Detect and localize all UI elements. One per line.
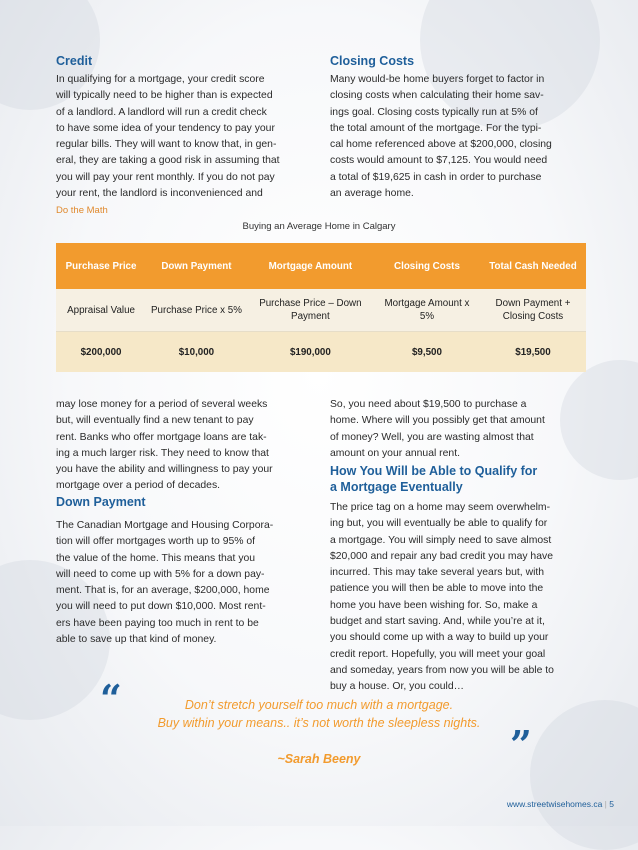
table-row: [56, 332, 586, 373]
value-cell: $19,500: [480, 332, 586, 373]
header-mortgage-amount: Mortgage Amount: [247, 243, 374, 289]
header-closing-costs: Closing Costs: [374, 243, 480, 289]
text-line: incurred. This may take several years but, with: [330, 567, 545, 579]
text-line: closing costs when calculating their home sav-: [330, 90, 544, 102]
credit-paragraph: [56, 72, 306, 202]
open-quote-mark: “: [100, 676, 122, 721]
text-line: buy a house. Or, you could…: [330, 681, 465, 693]
text-line: home you have been wishing for. So, make a: [330, 599, 538, 611]
text-line: costs would amount to $7,125. You would need: [330, 155, 548, 167]
text-line: The Canadian Mortgage and Housing Corpora-: [56, 520, 274, 531]
text-line: amount on your annual rent.: [330, 447, 460, 459]
page-footer: [507, 799, 614, 809]
table-title: Buying an Average Home in Calgary: [242, 221, 396, 232]
header-down-payment: Down Payment: [146, 243, 247, 289]
text-line: you will pay your rent monthly. If you do not pay: [56, 171, 275, 183]
do-the-math-label: Do the Math: [56, 205, 108, 216]
cost-table: [56, 243, 586, 372]
footer-url[interactable]: www.streetwisehomes.ca: [506, 799, 603, 809]
value-cell: $190,000: [247, 332, 374, 373]
text-line: you will need to put down $10,000. Most rent-: [56, 601, 266, 613]
text-line: home. Where will you possibly get that amount: [330, 415, 545, 427]
text-line: rent. Banks who offer mortgage loans are tak-: [56, 431, 267, 443]
table-header-row: [56, 243, 586, 289]
closing-costs-paragraph: [330, 72, 582, 202]
text-line: a mortgage. You will simply need to save almost: [330, 534, 552, 546]
formula-cell: Appraisal Value: [56, 289, 146, 332]
text-line: tion will offer mortgages worth up to 95% of: [56, 536, 256, 548]
text-line: may lose money for a period of several weeks: [56, 399, 268, 410]
text-line: ers have been paying too much in rent to be: [56, 617, 259, 629]
text-line: budget and start saving. And, while you’re at it,: [330, 616, 545, 628]
text-line: able to save up that kind of money.: [56, 634, 217, 646]
text-line: $20,000 and repair any bad credit you may have: [330, 550, 553, 562]
text-line: you have the ability and willingness to pay your: [56, 464, 273, 476]
formula-cell: Purchase Price – Down Payment: [247, 289, 374, 332]
text-line: mortgage over a period of decades.: [56, 480, 221, 492]
page-number: 5: [609, 799, 614, 809]
formula-cell: Mortgage Amount x 5%: [374, 289, 480, 332]
text-line: ment. That is, for an average, $200,000, home: [56, 585, 270, 597]
value-cell: $10,000: [146, 332, 247, 373]
header-total-cash-needed: Total Cash Needed: [480, 243, 586, 289]
quote-line-2: Buy within your means.. it’s not worth the sleepless nights.: [157, 716, 481, 730]
close-quote-mark: ”: [510, 722, 532, 767]
formula-cell: Down Payment + Closing Costs: [480, 289, 586, 332]
down-payment-paragraph: [56, 518, 306, 648]
footer-separator: |: [604, 799, 607, 809]
text-line: eral, they are taking a good risk in assuming that: [56, 155, 280, 167]
heading-line: a Mortgage Eventually: [330, 480, 463, 494]
text-line: and someday, years from now you will be able to: [330, 664, 554, 676]
text-line: an average home.: [330, 188, 414, 200]
summary-paragraph: [330, 397, 582, 462]
quote-line-1: Don’t stretch yourself too much with a mortgage.: [184, 698, 454, 712]
text-line: you should come up with a way to build up your: [330, 632, 549, 644]
text-line: In qualifying for a mortgage, your credit score: [56, 74, 265, 85]
value-cell: $9,500: [374, 332, 480, 373]
text-line: your rent, the landlord is inconvenienced and: [56, 188, 263, 200]
text-line: regular bills. They will want to know that, in gen-: [56, 139, 277, 151]
qualify-paragraph: [330, 500, 582, 696]
quote-author: ~Sarah Beeny: [277, 752, 361, 766]
text-line: ing a much larger risk. They need to know that: [56, 447, 269, 459]
closing-costs-heading: Closing Costs: [330, 54, 415, 68]
formula-cell: Purchase Price x 5%: [146, 289, 247, 332]
text-line: credit report. Hopefully, you will meet your goal: [330, 648, 546, 660]
text-line: the value of the home. This means that you: [56, 552, 256, 564]
credit-continued-paragraph: [56, 397, 306, 495]
text-line: to have some idea of your tendency to pay your: [56, 122, 275, 134]
text-line: the total amount of the mortgage. For the typi-: [330, 122, 542, 134]
text-line: will need to come up with 5% for a down pay-: [56, 568, 265, 580]
text-line: ings goal. Closing costs typically run at 5% of: [330, 106, 538, 118]
text-line: patience you will then be able to move into the: [330, 583, 544, 595]
text-line: Many would-be home buyers forget to factor in: [330, 74, 545, 85]
text-line: The price tag on a home may seem overwhelm-: [330, 502, 551, 513]
text-line: will typically need to be higher than is expected: [56, 90, 273, 102]
value-cell: $200,000: [56, 332, 146, 373]
text-line: of a landlord. A landlord will run a credit check: [56, 106, 267, 118]
text-line: ing but, you will eventually be able to qualify for: [330, 518, 548, 530]
table-row: [56, 289, 586, 332]
text-line: but, will eventually find a new tenant to pay: [56, 415, 254, 427]
text-line: cal home referenced above at $200,000, closing: [330, 139, 552, 151]
credit-heading: Credit: [56, 54, 93, 68]
down-payment-heading: Down Payment: [56, 495, 146, 509]
text-line: a total of $19,625 in cash in order to purchase: [330, 171, 542, 183]
text-line: of money? Well, you are wasting almost that: [330, 431, 534, 443]
text-line: So, you need about $19,500 to purchase a: [330, 399, 527, 410]
header-purchase-price: Purchase Price: [56, 243, 146, 289]
heading-line: How You Will be Able to Qualify for: [330, 464, 538, 478]
qualify-heading: [330, 463, 590, 495]
